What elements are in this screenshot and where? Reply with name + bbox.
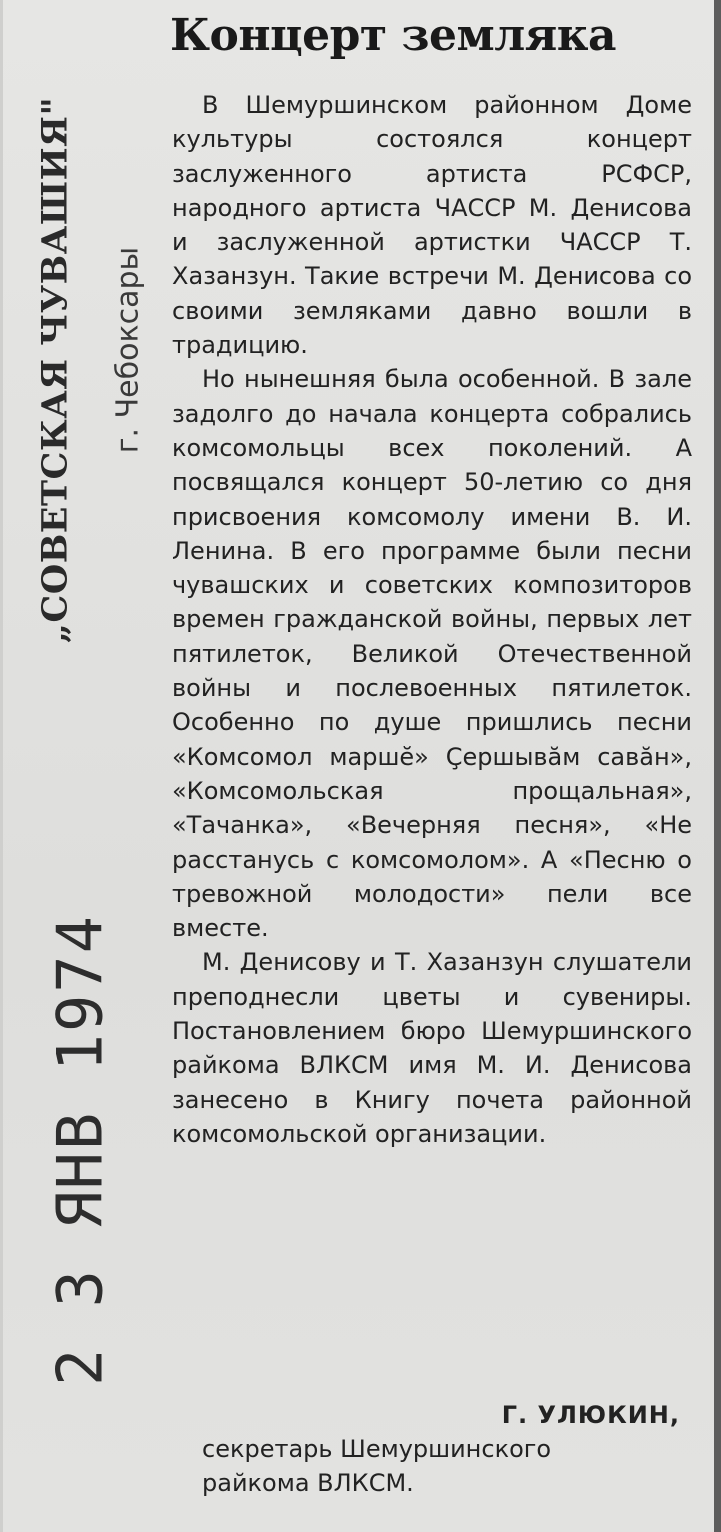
article-paragraph: Но нынешняя была особенной. В зале задолго до начала концерта собрались комсомольцы всех поколений. А посвящался концерт 50-летию со дня присвоения комсомолу имени В. И. Ленина. В его программе были песни чувашских и советских композиторов времен гражданской войны, первых лет пятилеток, Великой Отечественной войны и послевоенных пятилеток. Особенно по душе пришлись песни «Комсомол маршӗ» Ҫершывăм савăн», «Комсомольская прощальная», «Тачанка», «Вечерняя песня», «Не расстанусь с комсомолом». А «Песню о тревожной молодости» пели все вместе. xyxy=(172,365,692,943)
author-role-line-1: секретарь Шемуршинского xyxy=(202,1435,552,1463)
author-role-line-2: райкома ВЛКСМ. xyxy=(202,1469,414,1497)
author-signature xyxy=(200,1398,690,1500)
city-stamp xyxy=(108,200,148,500)
author-name: Г. УЛЮКИН, xyxy=(501,1401,680,1429)
article-headline: Концерт земляка xyxy=(170,10,617,61)
city-text: г. Чебоксары xyxy=(110,246,146,454)
paper-edge-left xyxy=(0,0,3,1532)
date-stamp xyxy=(30,914,130,1386)
article-paragraph: М. Денисову и Т. Хазанзун слушатели преподнесли цветы и сувениры. Постановлением бюро Шемуршинского райкома ВЛКСМ имя М. И. Денисова занесено в Книгу почета районной комсомольской организации. xyxy=(172,948,692,1148)
newspaper-name-text: „СОВЕТСКАЯ ЧУВАШИЯ" xyxy=(34,96,76,644)
paper-edge-right xyxy=(714,0,721,1532)
article-body xyxy=(172,88,692,1408)
date-text: 2 3 ЯНВ 1974 xyxy=(43,914,117,1386)
newspaper-name-stamp xyxy=(34,90,76,650)
article-paragraph: В Шемуршинском районном Доме культуры состоялся концерт заслуженного артиста РСФСР, народного артиста ЧАССР М. Денисова и заслуженной артистки ЧАССР Т. Хазанзун. Такие встречи М. Денисова со своими земляками давно вошли в традицию. xyxy=(172,91,692,360)
